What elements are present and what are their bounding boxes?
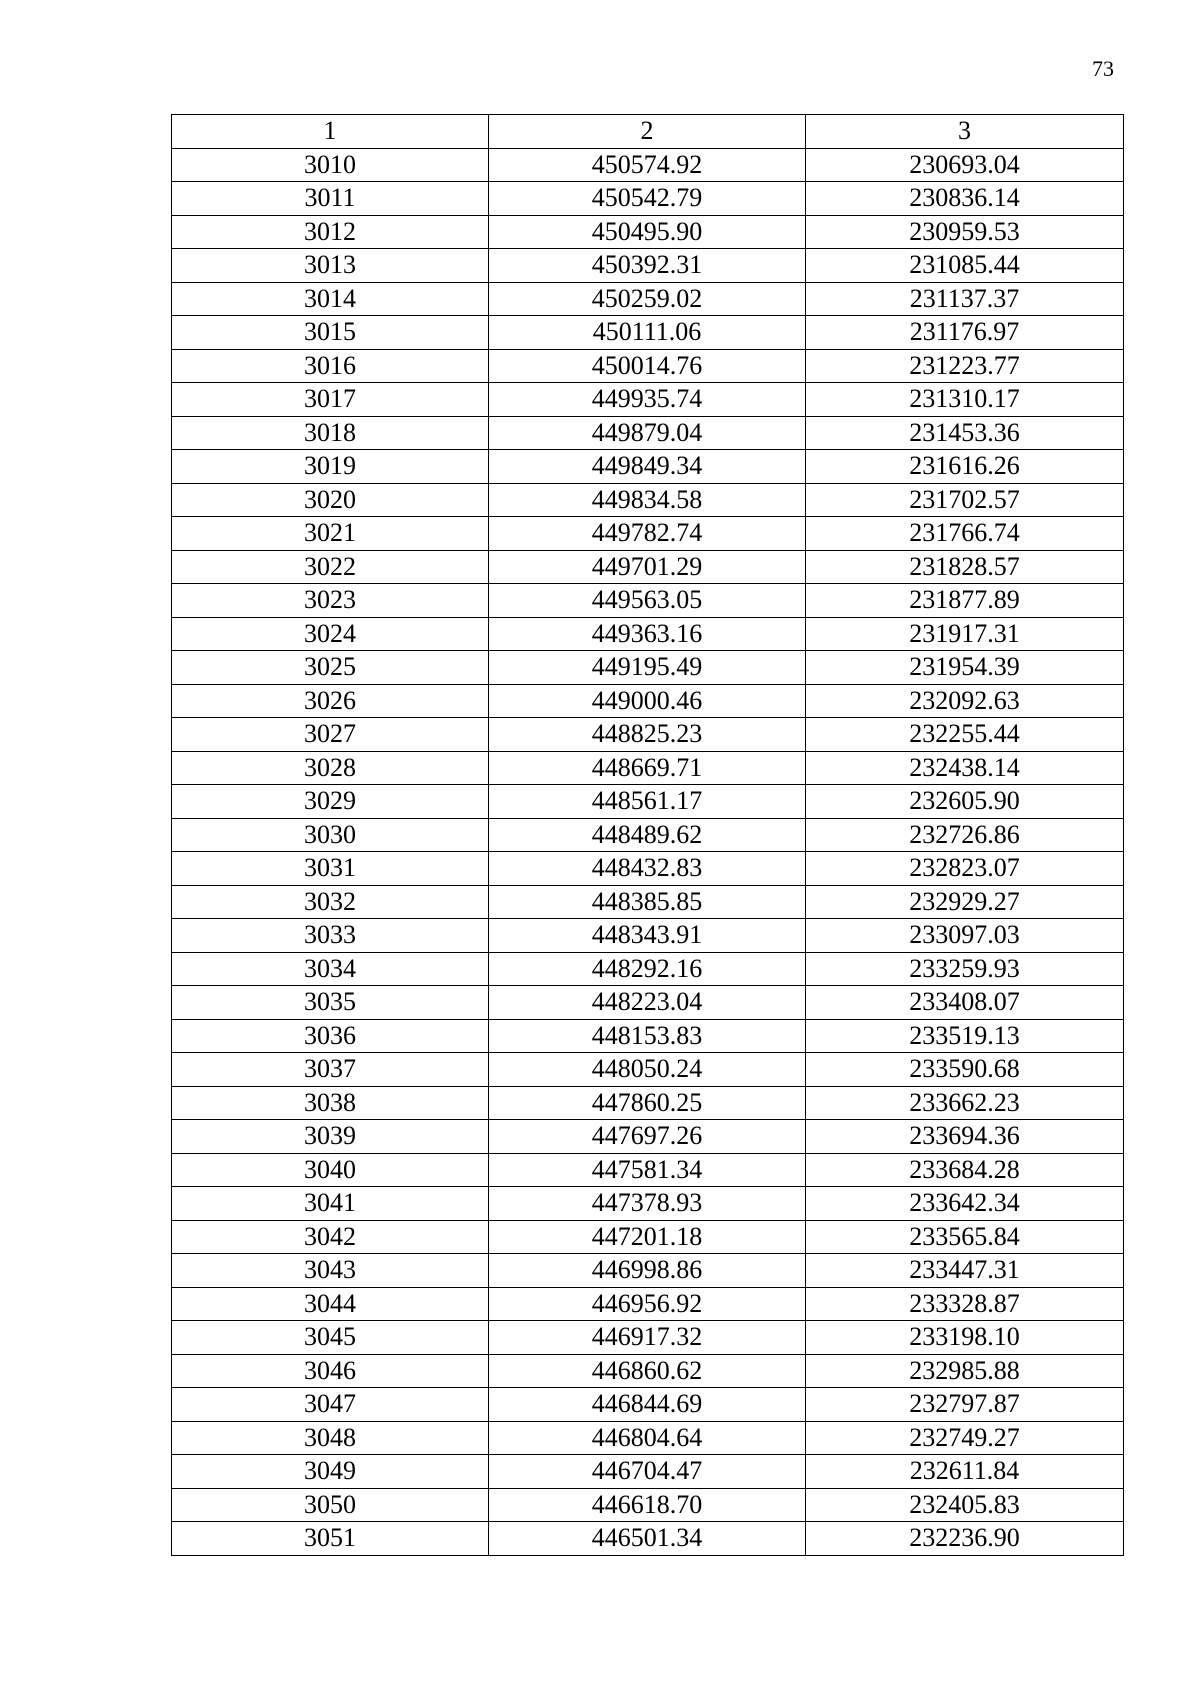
point-number-cell: 3048	[172, 1421, 489, 1455]
table-row	[172, 584, 1124, 618]
coordinate-x-cell: 450574.92	[489, 148, 806, 182]
point-number-cell: 3027	[172, 718, 489, 752]
table-row	[172, 1421, 1124, 1455]
column-header-3: 3	[806, 115, 1124, 149]
coordinate-y-cell: 231453.36	[806, 416, 1124, 450]
coordinate-y-cell: 233097.03	[806, 919, 1124, 953]
coordinate-y-cell: 232255.44	[806, 718, 1124, 752]
page-number: 73	[1092, 56, 1114, 81]
table-row	[172, 1019, 1124, 1053]
table-row	[172, 651, 1124, 685]
point-number-cell: 3026	[172, 684, 489, 718]
point-number-cell: 3036	[172, 1019, 489, 1053]
point-number-cell: 3049	[172, 1455, 489, 1489]
coordinate-x-cell: 447697.26	[489, 1120, 806, 1154]
coordinate-x-cell: 450495.90	[489, 215, 806, 249]
coordinate-x-cell: 448223.04	[489, 986, 806, 1020]
coordinate-y-cell: 233694.36	[806, 1120, 1124, 1154]
coordinate-y-cell: 233328.87	[806, 1287, 1124, 1321]
coordinate-x-cell: 448432.83	[489, 852, 806, 886]
point-number-cell: 3041	[172, 1187, 489, 1221]
point-number-cell: 3043	[172, 1254, 489, 1288]
coordinate-y-cell: 231616.26	[806, 450, 1124, 484]
coordinate-x-cell: 450259.02	[489, 282, 806, 316]
coordinate-y-cell: 232929.27	[806, 885, 1124, 919]
point-number-cell: 3025	[172, 651, 489, 685]
coordinate-y-cell: 231310.17	[806, 383, 1124, 417]
coordinate-x-cell: 450392.31	[489, 249, 806, 283]
point-number-cell: 3022	[172, 550, 489, 584]
coordinate-x-cell: 448050.24	[489, 1053, 806, 1087]
point-number-cell: 3030	[172, 818, 489, 852]
table-row	[172, 517, 1124, 551]
point-number-cell: 3028	[172, 751, 489, 785]
table-row	[172, 885, 1124, 919]
coordinate-y-cell: 232823.07	[806, 852, 1124, 886]
point-number-cell: 3042	[172, 1220, 489, 1254]
table-row	[172, 282, 1124, 316]
point-number-cell: 3046	[172, 1354, 489, 1388]
coordinate-y-cell: 233662.23	[806, 1086, 1124, 1120]
coordinate-y-cell: 232236.90	[806, 1522, 1124, 1556]
table-body	[172, 148, 1124, 1555]
point-number-cell: 3018	[172, 416, 489, 450]
table-row	[172, 1522, 1124, 1556]
coordinate-x-cell: 447860.25	[489, 1086, 806, 1120]
coordinate-x-cell: 448489.62	[489, 818, 806, 852]
coordinate-y-cell: 233259.93	[806, 952, 1124, 986]
table-row	[172, 416, 1124, 450]
point-number-cell: 3051	[172, 1522, 489, 1556]
coordinate-y-cell: 230959.53	[806, 215, 1124, 249]
coordinate-y-cell: 233590.68	[806, 1053, 1124, 1087]
table-row	[172, 1120, 1124, 1154]
point-number-cell: 3040	[172, 1153, 489, 1187]
coordinate-x-cell: 449363.16	[489, 617, 806, 651]
coordinate-x-cell: 448343.91	[489, 919, 806, 953]
coordinate-x-cell: 446998.86	[489, 1254, 806, 1288]
coordinate-y-cell: 231223.77	[806, 349, 1124, 383]
table-row	[172, 1153, 1124, 1187]
coordinate-y-cell: 233565.84	[806, 1220, 1124, 1254]
column-header-1: 1	[172, 115, 489, 149]
coordinate-y-cell: 231702.57	[806, 483, 1124, 517]
table-row	[172, 1488, 1124, 1522]
coordinate-x-cell: 446501.34	[489, 1522, 806, 1556]
table-row	[172, 1287, 1124, 1321]
table-row	[172, 617, 1124, 651]
coordinate-x-cell: 449879.04	[489, 416, 806, 450]
table-row	[172, 249, 1124, 283]
point-number-cell: 3016	[172, 349, 489, 383]
coordinate-x-cell: 446804.64	[489, 1421, 806, 1455]
coordinate-y-cell: 231766.74	[806, 517, 1124, 551]
coordinate-x-cell: 449834.58	[489, 483, 806, 517]
table-row	[172, 1388, 1124, 1422]
table-row	[172, 919, 1124, 953]
coordinate-y-cell: 230693.04	[806, 148, 1124, 182]
coordinate-x-cell: 449563.05	[489, 584, 806, 618]
coordinate-y-cell: 233408.07	[806, 986, 1124, 1020]
point-number-cell: 3045	[172, 1321, 489, 1355]
coordinate-y-cell: 232405.83	[806, 1488, 1124, 1522]
coordinate-y-cell: 232092.63	[806, 684, 1124, 718]
table-row	[172, 952, 1124, 986]
coordinate-x-cell: 448385.85	[489, 885, 806, 919]
coordinate-y-cell: 231828.57	[806, 550, 1124, 584]
table-row	[172, 684, 1124, 718]
coordinates-table	[171, 114, 1124, 1556]
coordinate-x-cell: 446917.32	[489, 1321, 806, 1355]
coordinate-y-cell: 233642.34	[806, 1187, 1124, 1221]
coordinate-y-cell: 233684.28	[806, 1153, 1124, 1187]
coordinate-x-cell: 449935.74	[489, 383, 806, 417]
coordinate-y-cell: 231917.31	[806, 617, 1124, 651]
coordinate-y-cell: 232605.90	[806, 785, 1124, 819]
point-number-cell: 3035	[172, 986, 489, 1020]
coordinate-x-cell: 447581.34	[489, 1153, 806, 1187]
table-header-row	[172, 115, 1124, 149]
column-header-2: 2	[489, 115, 806, 149]
coordinate-y-cell: 233198.10	[806, 1321, 1124, 1355]
point-number-cell: 3015	[172, 316, 489, 350]
table-row	[172, 316, 1124, 350]
point-number-cell: 3039	[172, 1120, 489, 1154]
point-number-cell: 3014	[172, 282, 489, 316]
coordinate-y-cell: 233447.31	[806, 1254, 1124, 1288]
point-number-cell: 3013	[172, 249, 489, 283]
point-number-cell: 3044	[172, 1287, 489, 1321]
coordinate-y-cell: 231176.97	[806, 316, 1124, 350]
table-row	[172, 1354, 1124, 1388]
table-row	[172, 1254, 1124, 1288]
point-number-cell: 3033	[172, 919, 489, 953]
coordinate-y-cell: 232611.84	[806, 1455, 1124, 1489]
coordinate-x-cell: 446956.92	[489, 1287, 806, 1321]
coordinate-x-cell: 448561.17	[489, 785, 806, 819]
table-row	[172, 215, 1124, 249]
point-number-cell: 3038	[172, 1086, 489, 1120]
coordinate-x-cell: 446844.69	[489, 1388, 806, 1422]
coordinate-y-cell: 232985.88	[806, 1354, 1124, 1388]
table-row	[172, 785, 1124, 819]
coordinate-x-cell: 448825.23	[489, 718, 806, 752]
point-number-cell: 3012	[172, 215, 489, 249]
point-number-cell: 3050	[172, 1488, 489, 1522]
coordinate-y-cell: 231137.37	[806, 282, 1124, 316]
point-number-cell: 3010	[172, 148, 489, 182]
table-row	[172, 1321, 1124, 1355]
coordinate-y-cell: 233519.13	[806, 1019, 1124, 1053]
coordinate-x-cell: 449195.49	[489, 651, 806, 685]
coordinate-y-cell: 232438.14	[806, 751, 1124, 785]
point-number-cell: 3032	[172, 885, 489, 919]
coordinate-x-cell: 450014.76	[489, 349, 806, 383]
point-number-cell: 3023	[172, 584, 489, 618]
point-number-cell: 3037	[172, 1053, 489, 1087]
table-row	[172, 349, 1124, 383]
point-number-cell: 3017	[172, 383, 489, 417]
table-row	[172, 986, 1124, 1020]
table-row	[172, 818, 1124, 852]
coordinate-y-cell: 231954.39	[806, 651, 1124, 685]
coordinate-x-cell: 449849.34	[489, 450, 806, 484]
table-row	[172, 1086, 1124, 1120]
table-row	[172, 450, 1124, 484]
coordinate-y-cell: 231085.44	[806, 249, 1124, 283]
point-number-cell: 3029	[172, 785, 489, 819]
point-number-cell: 3031	[172, 852, 489, 886]
point-number-cell: 3034	[172, 952, 489, 986]
coordinate-x-cell: 448669.71	[489, 751, 806, 785]
table-row	[172, 751, 1124, 785]
table-row	[172, 1187, 1124, 1221]
coordinate-y-cell: 232749.27	[806, 1421, 1124, 1455]
coordinate-x-cell: 449000.46	[489, 684, 806, 718]
table-row	[172, 550, 1124, 584]
table-row	[172, 483, 1124, 517]
coordinate-x-cell: 447201.18	[489, 1220, 806, 1254]
table-row	[172, 1053, 1124, 1087]
point-number-cell: 3021	[172, 517, 489, 551]
table-row	[172, 1455, 1124, 1489]
coordinate-x-cell: 450111.06	[489, 316, 806, 350]
coordinate-x-cell: 450542.79	[489, 182, 806, 216]
table-row	[172, 718, 1124, 752]
coordinate-y-cell: 232797.87	[806, 1388, 1124, 1422]
point-number-cell: 3019	[172, 450, 489, 484]
coordinate-x-cell: 448153.83	[489, 1019, 806, 1053]
table-row	[172, 1220, 1124, 1254]
point-number-cell: 3011	[172, 182, 489, 216]
coordinate-y-cell: 231877.89	[806, 584, 1124, 618]
coordinate-x-cell: 446860.62	[489, 1354, 806, 1388]
coordinate-x-cell: 449701.29	[489, 550, 806, 584]
table-row	[172, 182, 1124, 216]
table-row	[172, 852, 1124, 886]
coordinate-y-cell: 230836.14	[806, 182, 1124, 216]
point-number-cell: 3047	[172, 1388, 489, 1422]
coordinate-x-cell: 446704.47	[489, 1455, 806, 1489]
coordinate-x-cell: 448292.16	[489, 952, 806, 986]
table-row	[172, 383, 1124, 417]
table-row	[172, 148, 1124, 182]
point-number-cell: 3024	[172, 617, 489, 651]
coordinate-x-cell: 447378.93	[489, 1187, 806, 1221]
point-number-cell: 3020	[172, 483, 489, 517]
coordinate-x-cell: 446618.70	[489, 1488, 806, 1522]
coordinate-x-cell: 449782.74	[489, 517, 806, 551]
coordinate-y-cell: 232726.86	[806, 818, 1124, 852]
